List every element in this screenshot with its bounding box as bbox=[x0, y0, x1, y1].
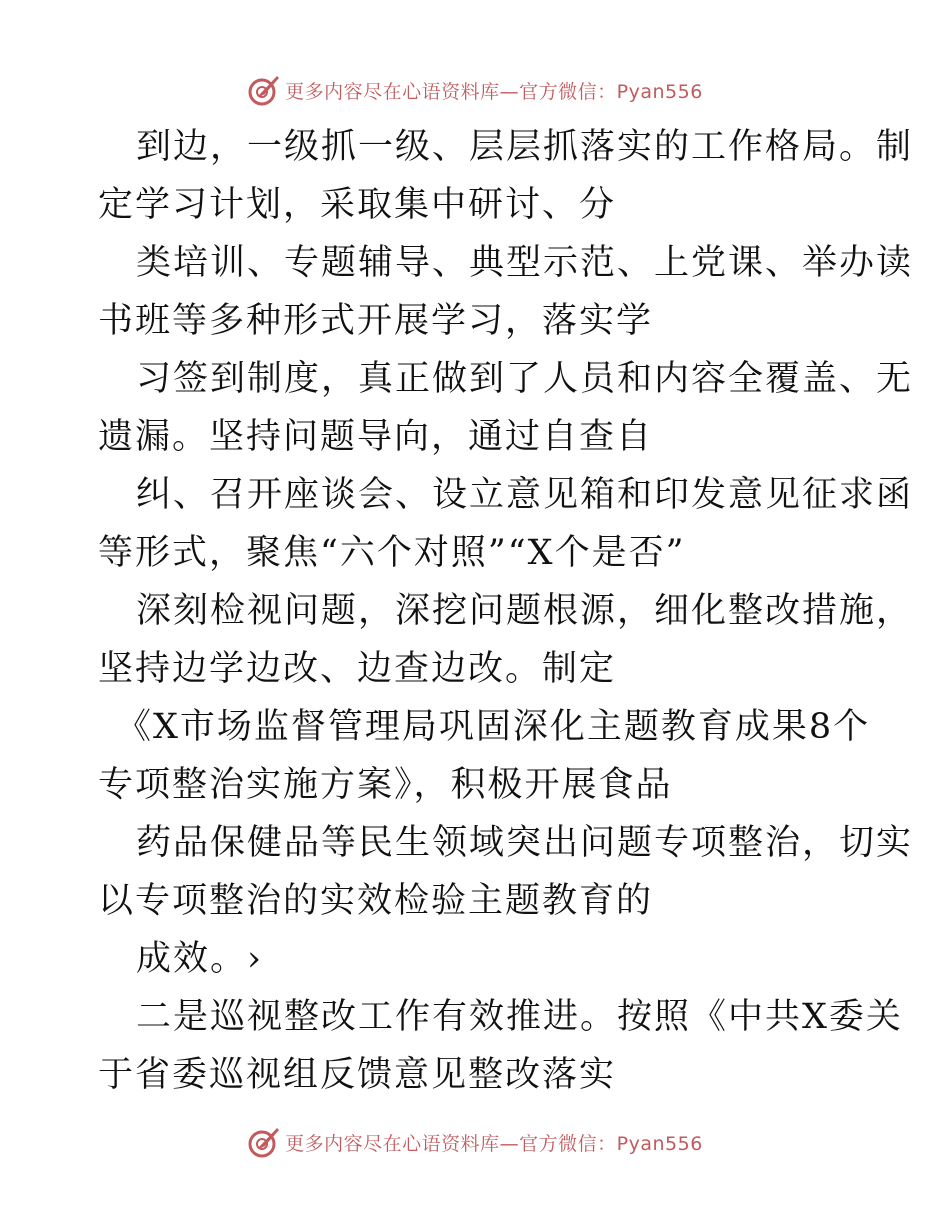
paragraph-9 bbox=[98, 988, 903, 1104]
paragraph-line: 类培训、专题辅导、典型示范、上党课、举办读 bbox=[136, 243, 914, 283]
paragraph-3 bbox=[98, 350, 914, 466]
header-watermark bbox=[0, 70, 950, 110]
paragraph-line: 定学习计划，采取集中研讨、分 bbox=[98, 185, 617, 225]
document-body bbox=[98, 118, 914, 1104]
paragraph-line: 二是巡视整改工作有效推进。按照《中共X委关 bbox=[136, 997, 903, 1037]
paragraph-line: 药品保健品等民生领域突出问题专项整治，切实 bbox=[136, 823, 914, 863]
paragraph-line: 专项整治实施方案》，积极开展食品 bbox=[98, 765, 673, 805]
paragraph-5 bbox=[98, 582, 914, 698]
paragraph-line: 深刻检视问题，深挖问题根源，细化整改措施， bbox=[136, 591, 914, 631]
paragraph-7 bbox=[98, 814, 914, 930]
paragraph-line: 坚持边学边改、边查边改。制定 bbox=[98, 649, 617, 689]
paragraph-line: 遗漏。坚持问题导向，通过自查自 bbox=[98, 417, 654, 457]
paragraph-line: 到边，一级抓一级、层层抓落实的工作格局。制 bbox=[136, 127, 914, 167]
paragraph-6 bbox=[98, 698, 871, 814]
paragraph-line: 习签到制度，真正做到了人员和内容全覆盖、无 bbox=[136, 359, 914, 399]
quill-pen-circle-icon bbox=[247, 73, 281, 107]
paragraph-2 bbox=[98, 234, 914, 350]
paragraph-4 bbox=[98, 466, 914, 582]
watermark-text: 更多内容尽在心语资料库—官方微信：Pyan556 bbox=[285, 1132, 703, 1155]
paragraph-line: 《X市场监督管理局巩固深化主题教育成果8个 bbox=[116, 707, 871, 747]
paragraph-8 bbox=[98, 930, 858, 988]
paragraph-line: 书班等多种形式开展学习，落实学 bbox=[98, 301, 654, 341]
paragraph-line: 等形式，聚焦“六个对照”“X个是否” bbox=[98, 533, 686, 573]
watermark-text: 更多内容尽在心语资料库—官方微信：Pyan556 bbox=[285, 80, 703, 103]
paragraph-1 bbox=[98, 118, 914, 234]
paragraph-line: 纠、召开座谈会、设立意见箱和印发意见征求函 bbox=[136, 475, 914, 515]
quill-pen-circle-icon bbox=[247, 1125, 281, 1159]
paragraph-line: 以专项整治的实效检验主题教育的 bbox=[98, 881, 654, 921]
footer-watermark bbox=[0, 1122, 950, 1162]
paragraph-line: 于省委巡视组反馈意见整改落实 bbox=[98, 1055, 617, 1095]
paragraph-line: 成效。› bbox=[136, 939, 263, 979]
